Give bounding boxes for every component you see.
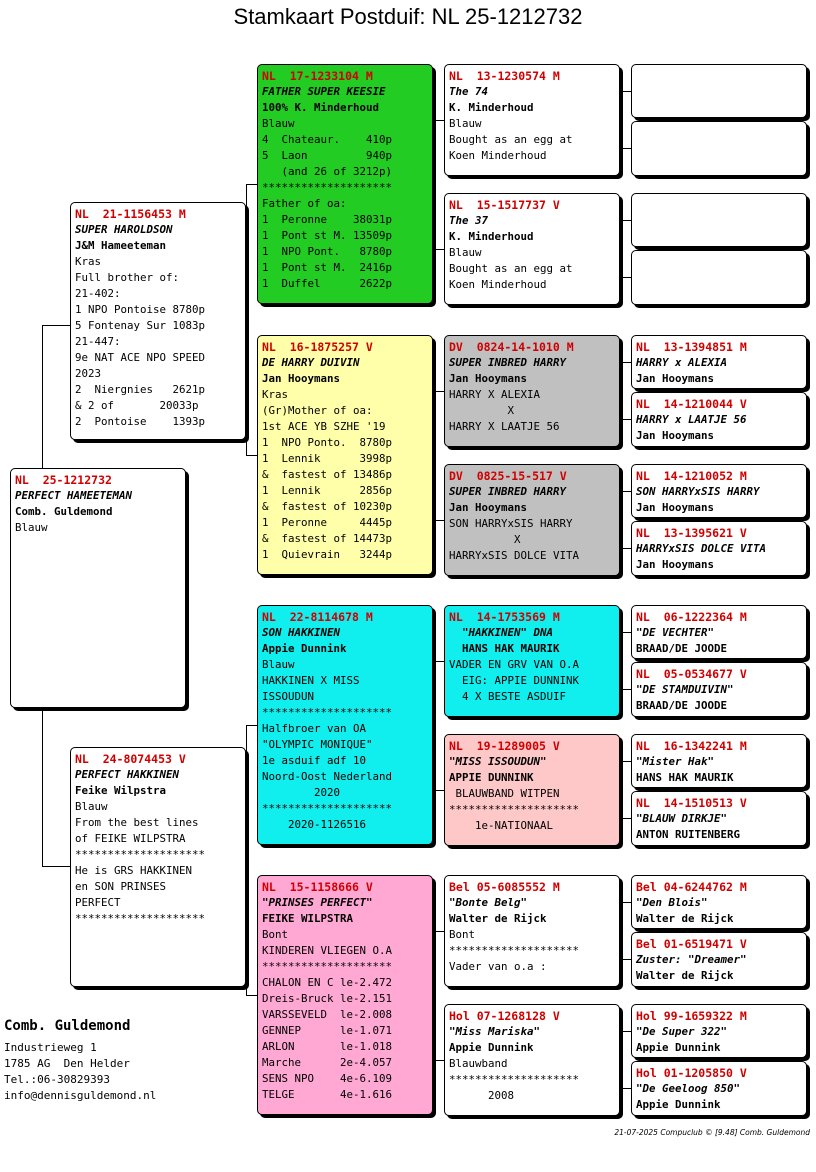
pigeon-info-line: 2 Niergnies 2621p [75,383,206,396]
pigeon-name: "HAKKINEN" DNA [449,626,554,639]
pigeon-name: "Miss Mariska" [449,1025,541,1038]
pigeon-info-line: Bought as an egg at [449,133,573,146]
connector-line [622,761,623,819]
ring-number: NL 25-1212732 [15,473,112,487]
connector-line [622,902,623,960]
pigeon-name: HARRYxSIS DOLCE VITA [636,542,767,555]
ring-number: NL 05-0534677 V [636,667,747,681]
pigeon-info-line: KINDEREN VLIEGEN O.A [262,944,393,957]
pigeon-info-line: ARLON le-1.018 [262,1040,393,1053]
pigeon-info-line: Father of oa: [262,197,347,210]
pigeon-info-line: CHALON EN C le-2.472 [262,976,393,989]
pigeon-info-line: (Gr)Mother of oa: [262,404,373,417]
connector-line [246,184,247,456]
connector-line [622,220,631,221]
pigeon-card-ffff[interactable] [631,64,807,118]
pigeon-name: The 74 [449,85,489,98]
pigeon-info-line: ******************** [262,960,393,973]
owner-name: K. Minderhoud [449,230,534,243]
pigeon-card-fmm[interactable] [444,464,620,576]
pigeon-name: HARRY x LAATJE 56 [636,413,747,426]
pigeon-card-fffm[interactable] [631,121,807,176]
pigeon-name: Zuster: "Dreamer" [636,953,747,966]
pigeon-name: "DE VECHTER" [636,626,715,639]
connector-line [622,689,631,690]
owner-name: Jan Hooymans [449,501,528,514]
ring-number: NL 19-1289005 V [449,739,560,753]
pigeon-name: "De Geeloog 850" [636,1082,741,1095]
pigeon-info-line: Bont [449,928,476,941]
pigeon-info-line: HAKKINEN X MISS [262,674,360,687]
pigeon-card-father[interactable] [70,202,246,440]
pigeon-info-line: "OLYMPIC MONIQUE" [262,738,373,751]
pigeon-info-line: of FEIKE WILPSTRA [75,832,186,845]
pigeon-info-line: Blauw [449,246,482,259]
pigeon-card-mffm[interactable] [631,662,807,717]
connector-line [433,391,444,392]
pigeon-info-line: en SON PRINSES [75,880,167,893]
pigeon-name: PERFECT HAMEETEMAN [15,489,133,502]
pigeon-info-line: ******************** [262,706,393,719]
pigeon-info-line: HARRY X LAATJE 56 [449,420,560,433]
pigeon-info-line: 1 Pont st M. 2416p [262,261,393,274]
footer-credit: 21-07-2025 Compuclub © [9.48] Comb. Guldemond [614,1128,810,1137]
owner-name: Jan Hooymans [636,372,715,385]
pigeon-card-ff[interactable] [257,64,433,304]
connector-line [622,220,623,278]
pigeon-info-line: 4 Chateaur. 410p [262,133,393,146]
pigeon-info-line: 2020 [262,786,341,799]
pigeon-info-line: 21-447: [75,335,121,348]
pigeon-info-line: 2 Pontoise 1393p [75,415,206,428]
pigeon-card-mmfm[interactable] [631,932,807,987]
owner-name: FEIKE WILPSTRA [262,912,354,925]
pigeon-info-line: ******************** [75,912,206,925]
owner-name: Comb. Guldemond [15,505,113,518]
pigeon-info-line: Koen Minderhoud [449,149,547,162]
ring-number: Bel 04-6244762 M [636,880,747,894]
pigeon-info-line: HARRYxSIS DOLCE VITA [449,549,580,562]
pigeon-info-line: 1 Duffel 2622p [262,277,393,290]
owner-name: Jan Hooymans [636,501,715,514]
owner-name: HANS HAK MAURIK [449,642,560,655]
connector-line [246,455,257,456]
pigeon-name: "Den Blois" [636,896,708,909]
connector-line [433,661,434,791]
pigeon-card-fmmf[interactable] [631,464,807,518]
pigeon-info-line: He is GRS HAKKINEN [75,864,193,877]
pigeon-info-line: 1e asduif adf 10 [262,754,367,767]
pigeon-card-mmmf[interactable] [631,1004,807,1058]
pigeon-name: "DE STAMDUIVIN" [636,683,734,696]
connector-line [622,419,631,420]
pigeon-info-line: Blauwband [449,1057,508,1070]
pigeon-info-line: ******************** [449,803,580,816]
ring-number: Hol 07-1268128 V [449,1009,560,1023]
pigeon-card-mmm[interactable] [444,1004,620,1116]
ring-number: NL 16-1342241 M [636,739,747,753]
owner-name: BRAAD/DE JOODE [636,642,728,655]
connector-line [433,931,444,932]
ring-number: NL 16-1875257 V [262,340,373,354]
connector-line [622,548,631,549]
ring-number: NL 15-1517737 V [449,198,560,212]
owner-name: Jan Hooymans [636,558,715,571]
pigeon-info-line: 1 NPO Ponto. 8780p [262,436,393,449]
pigeon-card-mmff[interactable] [631,875,807,929]
ring-number: NL 24-8074453 V [75,752,186,766]
connector-line [433,520,444,521]
pigeon-info-line: 21-402: [75,287,121,300]
ring-number: NL 14-1210044 V [636,397,747,411]
connector-line [622,1088,631,1089]
pigeon-info-line: X [449,404,515,417]
pigeon-card-subject[interactable] [10,468,186,708]
owner-name: Walter de Rijck [449,912,547,925]
pigeon-info-line: Marche 2e-4.057 [262,1056,393,1069]
connector-line [622,91,623,149]
pigeon-card-mfmm[interactable] [631,791,807,846]
pigeon-name: The 37 [449,214,489,227]
owner-name: Appie Dunnink [636,1041,721,1054]
owner-name: Feike Wilpstra [75,784,167,797]
connector-line [622,91,631,92]
pigeon-name: SUPER INBRED HARRY [449,485,567,498]
connector-line [622,1031,631,1032]
connector-line [42,325,70,326]
pigeon-info-line: ISSOUDUN [262,690,315,703]
pigeon-name [632,81,806,97]
pigeon-info-line: Blauw [449,117,482,130]
breeder-email[interactable]: info@dennisguldemond.nl [4,1089,157,1102]
connector-line [622,362,631,363]
pigeon-info-line: Dreis-Bruck le-2.151 [262,992,393,1005]
pigeon-info-line: X [449,533,521,546]
pigeon-info-line: SON HARRYxSIS HARRY [449,517,573,530]
pigeon-info-line: TELGE 4e-1.616 [262,1088,393,1101]
owner-name: J&M Hameeteman [75,239,167,252]
breeder-phone: Tel.:06-30829393 [4,1073,110,1086]
pigeon-card-fmf[interactable] [444,335,620,447]
pigeon-name [632,267,806,283]
ring-number: Hol 01-1205850 V [636,1066,747,1080]
connector-line [433,1060,444,1061]
pigeon-info-line: & fastest of 10230p [262,500,393,513]
pigeon-info-line: & fastest of 14473p [262,532,393,545]
owner-name: Jan Hooymans [449,372,528,385]
pigeon-info-line: 9e NAT ACE NPO SPEED [75,351,206,364]
pigeon-info-line: 4 X BESTE ASDUIF [449,690,567,703]
pigeon-name: FATHER SUPER KEESIE [262,85,386,98]
pigeon-info-line: 1 Peronne 38031p [262,213,393,226]
pigeon-info-line: 5 Laon 940p [262,149,393,162]
pigeon-card-mff[interactable] [444,605,620,717]
pigeon-info-line: 1 Quievrain 3244p [262,548,393,561]
pigeon-info-line: & 2 of 20033p [75,399,199,412]
pigeon-info-line: VARSSEVELD le-2.008 [262,1008,393,1021]
pigeon-info-line: 1 Pont st M. 13509p [262,229,393,242]
pigeon-info-line: Blauw [75,800,108,813]
pigeon-info-line: 1 NPO Pont. 8780p [262,245,393,258]
pigeon-name: "Bonte Belg" [449,896,528,909]
pigeon-info-line: & fastest of 13486p [262,468,393,481]
connector-line [433,391,434,521]
connector-line [246,725,257,726]
ring-number: NL 21-1156453 M [75,207,186,221]
pigeon-info-line: ******************** [262,802,393,815]
owner-name: BRAAD/DE JOODE [636,699,728,712]
pigeon-card-mfm[interactable] [444,734,620,846]
pigeon-card-fm[interactable] [257,335,433,575]
pigeon-name: "Mister Hak" [636,755,715,768]
pigeon-info-line: 1 Peronne 4445p [262,516,393,529]
connector-line [433,931,434,1061]
pigeon-card-ffm[interactable] [444,193,620,305]
pigeon-info-line: SENS NPO 4e-6.109 [262,1072,393,1085]
pigeon-info-line: 1 Lennik 2856p [262,484,393,497]
ring-number [632,122,806,138]
pigeon-info-line: BLAUWBAND WITPEN [449,787,560,800]
pigeon-info-line: 1st ACE YB SZHE '19 [262,420,386,433]
owner-name: Appie Dunnink [449,1041,534,1054]
pigeon-card-mmmm[interactable] [631,1061,807,1116]
pigeon-info-line: ******************** [449,1073,580,1086]
pigeon-info-line: Halfbroer van OA [262,722,367,735]
breeder-address-city: 1785 AG Den Helder [4,1057,130,1070]
pigeon-card-ffmf[interactable] [631,193,807,247]
ring-number: NL 13-1394851 M [636,340,747,354]
connector-line [433,249,444,250]
owner-name: APPIE DUNNINK [449,771,534,784]
pigeon-info-line: Bont [262,928,289,941]
owner-name: Walter de Rijck [636,912,734,925]
pigeon-name: SON HAKKINEN [262,626,341,639]
connector-line [246,184,257,185]
connector-line [433,120,444,121]
pigeon-info-line: 5 Fontenay Sur 1083p [75,319,206,332]
owner-name: 100% K. Minderhoud [262,101,380,114]
pigeon-info-line: EIG: APPIE DUNNINK [449,674,580,687]
connector-line [622,491,631,492]
pigeon-info-line: VADER EN GRV VAN O.A [449,658,580,671]
ring-number: NL 13-1230574 M [449,69,560,83]
ring-number: NL 14-1510513 V [636,796,747,810]
pigeon-info-line: 1 NPO Pontoise 8780p [75,303,206,316]
connector-line [42,710,43,867]
pigeon-info-line: ******************** [262,181,393,194]
connector-line [622,632,631,633]
pigeon-name: HARRY x ALEXIA [636,356,728,369]
pigeon-info-line: Blauw [262,658,295,671]
ring-number [632,65,806,81]
breeder-info [4,1018,156,1104]
pigeon-info-line: HARRY X ALEXIA [449,388,541,401]
pigeon-info-line: 1 Lennik 3998p [262,452,393,465]
pigeon-info-line: ******************** [75,848,206,861]
pigeon-name: DE HARRY DUIVIN [262,356,360,369]
owner-name: Jan Hooymans [636,429,715,442]
connector-line [622,362,623,420]
connector-line [622,761,631,762]
page-title: Stamkaart Postduif: NL 25-1212732 [233,4,583,29]
pigeon-info-line: Blauw [262,117,295,130]
pigeon-info-line: PERFECT [75,896,121,909]
ring-number [632,251,806,267]
pigeon-info-line: Full brother of: [75,271,180,284]
ring-number [632,194,806,210]
pigeon-card-mf[interactable] [257,605,433,845]
ring-number: NL 17-1233104 M [262,69,373,83]
connector-line [433,120,434,250]
pigeon-info-line: Koen Minderhoud [449,278,547,291]
pigeon-card-mfff[interactable] [631,605,807,659]
connector-line [622,902,631,903]
pigeon-card-fmff[interactable] [631,335,807,389]
pigeon-info-line: ******************** [449,944,580,957]
pigeon-name: SUPER HAROLDSON [75,223,173,236]
pigeon-name [632,138,806,154]
pigeon-info-line: Bought as an egg at [449,262,573,275]
ring-number: NL 14-1210052 M [636,469,747,483]
breeder-name: Comb. Guldemond [4,1018,131,1034]
pigeon-card-fmfm[interactable] [631,392,807,447]
ring-number: Bel 01-6519471 V [636,937,747,951]
owner-name: Appie Dunnink [262,642,347,655]
pigeon-name: "De Super 322" [636,1025,728,1038]
breeder-address-street: Industrieweg 1 [4,1041,97,1054]
connector-line [622,277,631,278]
pigeon-name: SUPER INBRED HARRY [449,356,567,369]
pigeon-card-mfmf[interactable] [631,734,807,788]
owner-name: HANS HAK MAURIK [636,771,734,784]
ring-number: DV 0824-14-1010 M [449,340,574,354]
connector-line [622,148,631,149]
ring-number: Hol 99-1659322 M [636,1009,747,1023]
connector-line [246,725,247,996]
pigeon-info-line: Kras [75,255,102,268]
pigeon-info-line: 2023 [75,367,102,380]
pigeon-name [632,210,806,226]
connector-line [433,790,444,791]
connector-line [246,995,257,996]
pigeon-info-line: Noord-Oost Nederland [262,770,393,783]
owner-name: ANTON RUITENBERG [636,828,741,841]
pigeon-card-mmf[interactable] [444,875,620,987]
pigeon-name: "BLAUW DIRKJE" [636,812,728,825]
pigeon-info-line: Kras [262,388,289,401]
pigeon-name: PERFECT HAKKINEN [75,768,180,781]
connector-line [622,818,631,819]
pigeon-card-mm[interactable] [257,875,433,1115]
owner-name: Appie Dunnink [636,1098,721,1111]
pigeon-card-fmmm[interactable] [631,521,807,576]
pigeon-info-line: From the best lines [75,816,199,829]
connector-line [433,661,444,662]
connector-line [42,866,70,867]
pigeon-info-line: (and 26 of 3212p) [262,165,393,178]
owner-name: Walter de Rijck [636,969,734,982]
pigeon-info-line: Vader van o.a : [449,960,547,973]
connector-line [42,325,43,469]
ring-number: NL 06-1222364 M [636,610,747,624]
pigeon-name: "PRINSES PERFECT" [262,896,373,909]
pigeon-info-line: 2008 [449,1089,515,1102]
connector-line [622,959,631,960]
pigeon-card-mother[interactable] [70,747,246,987]
pigeon-name: SON HARRYxSIS HARRY [636,485,760,498]
connector-line [622,632,623,690]
ring-number: NL 14-1753569 M [449,610,560,624]
owner-name: K. Minderhoud [449,101,534,114]
connector-line [622,491,623,549]
ring-number: NL 22-8114678 M [262,610,373,624]
ring-number: NL 13-1395621 V [636,526,747,540]
ring-number: DV 0825-15-517 V [449,469,567,483]
pigeon-name: "MISS ISSOUDUN" [449,755,547,768]
pigeon-card-ffmm[interactable] [631,250,807,305]
pigeon-info-line: 2020-1126516 [262,818,367,831]
pigeon-card-fff[interactable] [444,64,620,176]
ring-number: NL 15-1158666 V [262,880,373,894]
pigeon-info-line: Blauw [15,521,48,534]
pigeon-info-line: 1e-NATIONAAL [449,819,554,832]
pigeon-info-line: GENNEP le-1.071 [262,1024,393,1037]
connector-line [622,1031,623,1089]
owner-name: Jan Hooymans [262,372,341,385]
ring-number: Bel 05-6085552 M [449,880,560,894]
